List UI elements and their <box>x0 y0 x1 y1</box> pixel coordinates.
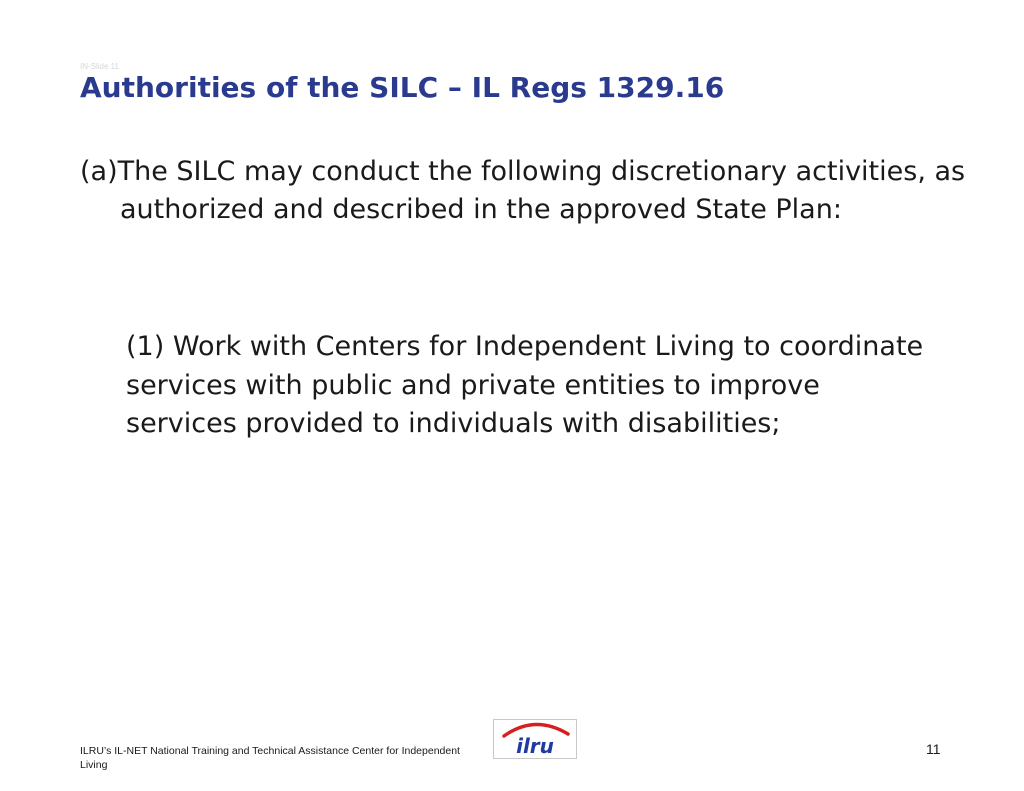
slide-label: IN-Slide 11 <box>80 62 119 71</box>
ilru-logo-mark <box>494 720 576 758</box>
ilru-logo <box>493 719 577 759</box>
slide-title: Authorities of the SILC – IL Regs 1329.16 <box>80 71 725 104</box>
list-item-1: (1) Work with Centers for Independent Living to coordinate services with public and private entities to improve services provided to individuals with disabilities; <box>126 331 924 439</box>
svg-text:ilru: ilru <box>516 734 554 758</box>
page-number: 11 <box>926 741 941 757</box>
lead-paragraph: (a)The SILC may conduct the following discretionary activities, as authorized and described in the approved State Plan: <box>80 156 966 225</box>
footer-org-text: ILRU’s IL-NET National Training and Technical Assistance Center for Independent Living <box>80 745 460 771</box>
